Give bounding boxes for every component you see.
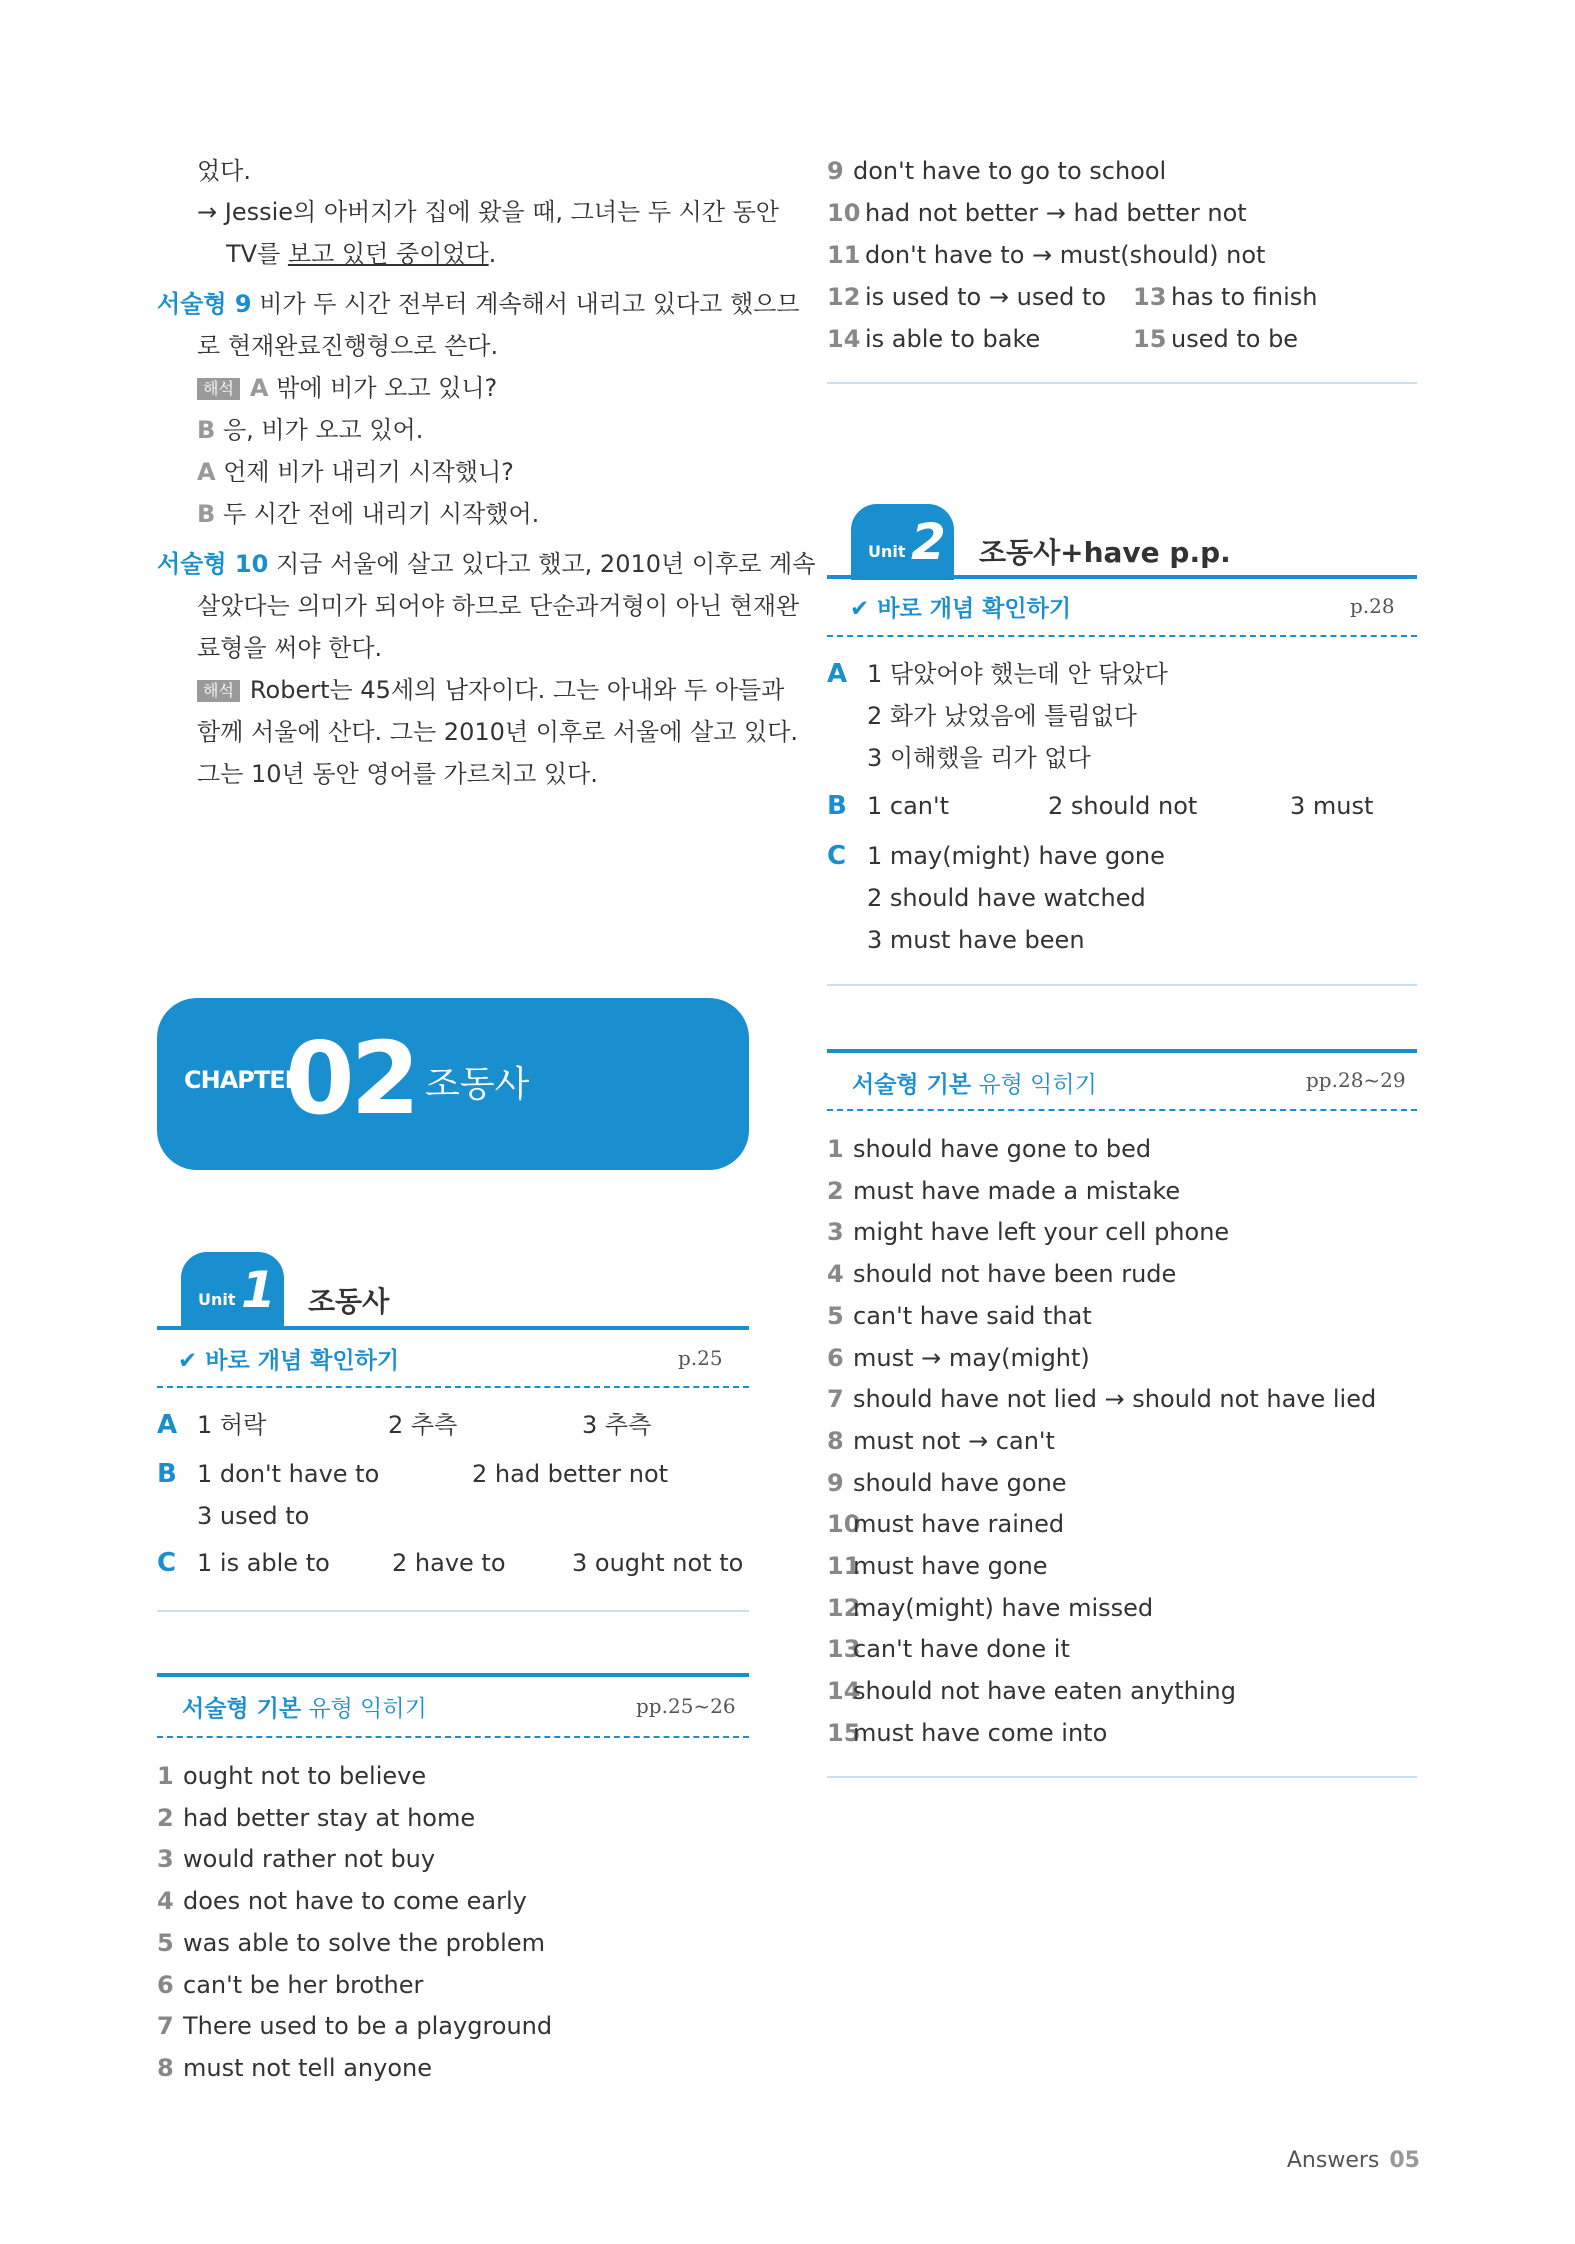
- q9-dialog-1: 해석 A 밖에 비가 오고 있니?: [197, 372, 497, 404]
- item-text: used to be: [1171, 325, 1299, 353]
- practice1-top-rule: [157, 1673, 749, 1677]
- practice2-end-rule: [827, 1776, 1417, 1778]
- item-text: can't be her brother: [183, 1970, 424, 1999]
- q9-dialog-2: B 응, 비가 오고 있어.: [197, 416, 424, 444]
- practice1-page-ref: pp.25~26: [636, 1694, 736, 1718]
- unit2-letter-a: A: [827, 659, 848, 689]
- item-number: 13: [1133, 283, 1167, 311]
- unit1-b3: 3 used to: [197, 1502, 310, 1530]
- item-number: 12: [827, 283, 861, 311]
- item-number: 4: [157, 1887, 174, 1916]
- list-item: [827, 281, 1106, 313]
- unit1-title: 조동사: [308, 1285, 390, 1318]
- footer-label: Answers: [1286, 2148, 1380, 2173]
- item-text: can't have done it: [853, 1635, 1070, 1664]
- chapter-label: CHAPTER: [184, 1066, 303, 1094]
- item-text: must have gone: [853, 1552, 1048, 1580]
- list-item: [827, 1425, 1055, 1457]
- list-item: [827, 1175, 1180, 1207]
- item-number: 3: [827, 1218, 844, 1247]
- item-text: may(might) have missed: [853, 1593, 1154, 1622]
- unit1-dash: [157, 1386, 749, 1388]
- practice2-top-rule: [827, 1049, 1417, 1053]
- unit2-c2: 2 should have watched: [867, 884, 1146, 912]
- item-number: 7: [827, 1385, 844, 1414]
- unit1-letter-b: B: [157, 1459, 177, 1489]
- list-item: [157, 2052, 432, 2084]
- unit2-c1: 1 may(might) have gone: [867, 842, 1165, 870]
- list-item: [157, 1885, 527, 1917]
- q10-trans-2: 함께 서울에 산다. 그는 2010년 이후로 서울에 살고 있다.: [197, 718, 799, 746]
- list-item: [827, 323, 1040, 355]
- list-item: [827, 1383, 1376, 1415]
- item-text: would rather not buy: [183, 1845, 436, 1874]
- unit1-letter-c: C: [157, 1548, 177, 1578]
- list-item: [827, 1258, 1176, 1290]
- unit2-a3: 3 이해했을 리가 없다: [867, 744, 1091, 772]
- item-number: 13: [827, 1635, 861, 1664]
- unit2-letter-b: B: [827, 791, 847, 821]
- item-text: is used to → used to: [865, 283, 1107, 311]
- unit2-rule: [827, 575, 1417, 579]
- unit2-tab: Unit 2: [851, 504, 954, 580]
- unit1-b1: 1 don't have to: [197, 1460, 380, 1488]
- unit1-end-rule: [157, 1610, 749, 1612]
- chapter-title: 조동사: [425, 1064, 530, 1105]
- item-number: 5: [827, 1301, 844, 1330]
- item-text: should have not lied → should not have lied: [853, 1385, 1377, 1414]
- item-number: 6: [827, 1343, 844, 1372]
- list-item: [827, 1300, 1092, 1332]
- item-text: has to finish: [1171, 283, 1318, 311]
- item-text: must not tell anyone: [183, 2053, 432, 2082]
- list-item: [827, 1508, 1064, 1540]
- q10-trans-3: 그는 10년 동안 영어를 가르치고 있다.: [197, 760, 598, 788]
- page-number: 05: [1389, 2148, 1420, 2173]
- item-text: must have come into: [853, 1718, 1108, 1747]
- unit2-b2: 2 should not: [1048, 792, 1198, 820]
- item-number: 8: [827, 1426, 844, 1455]
- unit1-c1: 1 is able to: [197, 1549, 330, 1577]
- list-item: [157, 2010, 552, 2042]
- item-text: can't have said that: [853, 1301, 1092, 1330]
- right-top-end-rule: [827, 382, 1417, 384]
- item-number: 7: [157, 2012, 174, 2041]
- item-text: was able to solve the problem: [183, 1928, 545, 1957]
- item-text: must → may(might): [853, 1343, 1090, 1372]
- item-text: should have gone: [853, 1468, 1067, 1497]
- item-number: 2: [157, 1803, 174, 1832]
- item-number: 11: [827, 241, 861, 269]
- unit1-c2: 2 have to: [392, 1549, 506, 1577]
- item-number: 10: [827, 199, 861, 227]
- q10-trans-1: 해석 Robert는 45세의 남자이다. 그는 아내와 두 아들과: [197, 674, 784, 706]
- unit2-a1: 1 닦았어야 했는데 안 닦았다: [867, 660, 1168, 688]
- item-number: 10: [827, 1510, 861, 1539]
- chapter-banner: [157, 998, 749, 1170]
- unit1-rule: [157, 1326, 749, 1330]
- list-item: [157, 1927, 545, 1959]
- item-text: had not better → had better not: [865, 199, 1247, 227]
- item-number: 12: [827, 1593, 861, 1622]
- list-item: [827, 1633, 1070, 1665]
- unit1-a2: 2 추측: [388, 1411, 458, 1439]
- item-number: 1: [157, 1762, 174, 1790]
- item-text: should not have eaten anything: [853, 1677, 1236, 1706]
- list-item: [157, 1760, 426, 1792]
- practice2-page-ref: pp.28~29: [1306, 1068, 1406, 1092]
- q9-line-2: 로 현재완료진행형으로 쓴다.: [197, 332, 499, 360]
- unit1-tab: Unit 1: [181, 1252, 284, 1328]
- item-number: 15: [1133, 325, 1167, 353]
- unit2-end-rule: [827, 984, 1417, 986]
- list-item: [1133, 281, 1317, 313]
- item-number: 8: [157, 2053, 174, 2082]
- item-number: 15: [827, 1718, 861, 1747]
- list-item: [827, 1592, 1153, 1624]
- unit2-dash: [827, 635, 1417, 637]
- practice2-dash: [827, 1109, 1417, 1111]
- item-text: must not → can't: [853, 1426, 1055, 1455]
- unit2-check-title: ✔ 바로 개념 확인하기: [850, 596, 1072, 622]
- intro-line-3: TV를 보고 있던 중이었다.: [226, 240, 497, 268]
- item-number: 11: [827, 1552, 861, 1580]
- q9-dialog-3: A 언제 비가 내리기 시작했니?: [197, 458, 514, 486]
- item-text: must have made a mistake: [853, 1176, 1181, 1205]
- list-item: [827, 1675, 1236, 1707]
- item-text: is able to bake: [865, 325, 1041, 353]
- item-text: ought not to believe: [183, 1762, 427, 1790]
- list-item: [827, 1216, 1229, 1248]
- unit2-a2: 2 화가 났었음에 틀림없다: [867, 702, 1137, 730]
- unit2-title: 조동사+have p.p.: [979, 536, 1231, 569]
- item-number: 2: [827, 1176, 844, 1205]
- item-text: should have gone to bed: [853, 1135, 1152, 1163]
- list-item: [827, 1342, 1090, 1374]
- list-item: [827, 155, 1166, 187]
- chapter-number: 02: [285, 1020, 417, 1137]
- item-text: must have rained: [853, 1510, 1065, 1539]
- item-number: 14: [827, 325, 861, 353]
- list-item: [827, 1467, 1067, 1499]
- item-text: don't have to go to school: [853, 157, 1167, 185]
- unit1-a3: 3 추측: [582, 1411, 652, 1439]
- list-item: [1133, 323, 1298, 355]
- unit2-b1: 1 can't: [867, 792, 950, 820]
- unit2-b3: 3 must: [1290, 792, 1374, 820]
- item-number: 5: [157, 1928, 174, 1957]
- list-item: [157, 1969, 423, 2001]
- page-footer: [1287, 2148, 1420, 2173]
- list-item: [157, 1843, 435, 1875]
- item-number: 4: [827, 1260, 844, 1289]
- list-item: [827, 239, 1265, 271]
- list-item: [827, 197, 1247, 229]
- item-number: 14: [827, 1677, 861, 1706]
- intro-line-1: 었다.: [197, 157, 251, 185]
- q10-line-1: 서술형 10 지금 서울에 살고 있다고 했고, 2010년 이후로 계속: [157, 550, 816, 578]
- intro-line-2: → Jessie의 아버지가 집에 왔을 때, 그녀는 두 시간 동안: [197, 198, 779, 226]
- practice1-dash: [157, 1736, 749, 1738]
- q10-line-2: 살았다는 의미가 되어야 하므로 단순과거형이 아닌 현재완: [197, 592, 800, 620]
- list-item: [827, 1717, 1107, 1749]
- item-number: 9: [827, 1468, 844, 1497]
- item-number: 6: [157, 1970, 174, 1999]
- unit1-b2: 2 had better not: [472, 1460, 669, 1488]
- item-text: should not have been rude: [853, 1260, 1177, 1289]
- item-text: don't have to → must(should) not: [865, 241, 1266, 269]
- list-item: [157, 1802, 475, 1834]
- practice2-title: 서술형 기본 유형 익히기: [852, 1072, 1097, 1098]
- item-text: might have left your cell phone: [853, 1218, 1230, 1247]
- item-text: does not have to come early: [183, 1887, 527, 1916]
- item-number: 9: [827, 157, 844, 185]
- unit1-check-title: ✔ 바로 개념 확인하기: [178, 1348, 400, 1374]
- q9-line-1: 서술형 9 비가 두 시간 전부터 계속해서 내리고 있다고 했으므: [157, 290, 800, 318]
- unit2-letter-c: C: [827, 841, 847, 871]
- unit2-page-ref: p.28: [1350, 594, 1395, 618]
- item-text: had better stay at home: [183, 1803, 476, 1832]
- q9-dialog-4: B 두 시간 전에 내리기 시작했어.: [197, 500, 540, 528]
- list-item: [827, 1550, 1048, 1582]
- practice1-title: 서술형 기본 유형 익히기: [182, 1696, 427, 1722]
- list-item: [827, 1133, 1151, 1165]
- item-number: 1: [827, 1135, 844, 1163]
- unit1-c3: 3 ought not to: [572, 1549, 744, 1577]
- item-text: There used to be a playground: [183, 2012, 553, 2041]
- q10-line-3: 료형을 써야 한다.: [197, 634, 383, 662]
- unit1-page-ref: p.25: [678, 1346, 723, 1370]
- unit1-a1: 1 허락: [197, 1411, 267, 1439]
- item-number: 3: [157, 1845, 174, 1874]
- unit2-c3: 3 must have been: [867, 926, 1085, 954]
